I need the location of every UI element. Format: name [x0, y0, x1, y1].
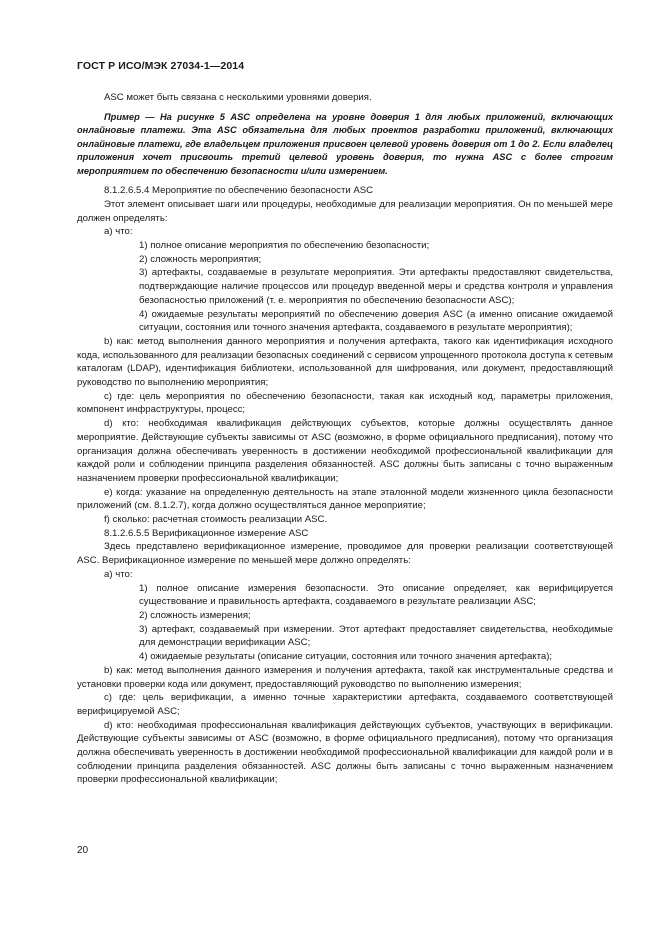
body-paragraph: а) что:: [104, 568, 133, 580]
body-paragraph: Здесь представлено верификационное измерение, проводимое для проверки реализации соответствующей ASC. Верификационное измерение по меньшей мере должно определять:: [77, 541, 613, 567]
body-paragraph: а) что:: [104, 226, 133, 238]
page-number: 20: [77, 845, 89, 856]
body-paragraph: Этот элемент описывает шаги или процедуры, необходимые для реализации мероприятия. Он по меньшей мере должен определять:: [77, 198, 613, 224]
body-paragraph: b) как: метод выполнения данного мероприятия и получения артефакта, такого как идентификация исходного кода, использованного для реализации безопасных соединений с сервисом упрощенного протокола доступа к сетевым каталогам (LDAP), идентификация библиотеки, использованной для шифрования, или документ, предоставляющий руководство по выполнению мероприятия;: [77, 335, 613, 389]
body-paragraph: c) где: цель мероприятия по обеспечению безопасности, такая как исходный код, параметры приложения, компонент инфраструктуры, процесс;: [77, 390, 613, 416]
body-paragraph: 1) полное описание мероприятия по обеспечению безопасности;: [139, 240, 430, 252]
example-note: Пример — На рисунке 5 ASC определена на уровне доверия 1 для любых приложений, включающих онлайновые платежи. Эта ASC обязательна для любых проектов разработки приложений, включающих онлайновые платежи, где владельцем приложения присвоен целевой уровень доверия от 1 до 2. Если владелец приложения хочет присвоить третий целевой уровень доверия, то нужна ASC с более строгим мероприятием по обеспечению безопасности и/или измерением.: [77, 111, 613, 176]
body-paragraph: ASC может быть связана с несколькими уровнями доверия.: [104, 92, 372, 103]
body-paragraph: f) сколько: расчетная стоимость реализации ASC.: [104, 514, 328, 526]
body-paragraph: 3) артефакты, создаваемые в результате мероприятия. Эти артефакты предоставляют свидетельства, подтверждающие наличие процессов или процедур введенной меры и средства контроля и управления безопасностью приложений (т. е. мероприятия по обеспечению безопасности ASC);: [139, 267, 613, 306]
body-paragraph: d) кто: необходимая профессиональная квалификация действующих субъектов, участвующих в верификации. Действующие субъекты зависимы от ASC (возможно, в форме официального предписания), потому что организация должна обеспечивать уверенность в достижении необходимой профессиональной квалификации для каждой роли и в соблюдении принципа разделения обязанностей. ASC должны быть записаны с точно выраженным назначением проверки профессиональной квалификации;: [77, 719, 613, 786]
document-header: ГОСТ Р ИСО/МЭК 27034-1—2014: [77, 60, 245, 72]
body-paragraph: 3) артефакт, создаваемый при измерении. Этот артефакт предоставляет свидетельства, необходимые для демонстрации верификации ASC;: [139, 623, 613, 649]
body-paragraph: 8.1.2.6.5.5 Верификационное измерение ASC: [104, 527, 309, 539]
body-paragraph: e) когда: указание на определенную деятельность на этапе эталонной модели жизненного цикла безопасности приложений (см. 8.1.2.7), когда должно осуществляться данное мероприятие;: [77, 486, 613, 512]
body-paragraph: 4) ожидаемые результаты мероприятий по обеспечению доверия ASC (а именно описание ожидаемой ситуации, состояния или точного значения артефакта, создаваемого в результате мероприятия);: [139, 308, 613, 334]
body-paragraph: 4) ожидаемые результаты (описание ситуации, состояния или точного значения артефакта);: [139, 651, 553, 663]
body-paragraph: d) кто: необходимая квалификация действующих субъектов, которые должны осуществлять данное мероприятие. Действующие субъекты зависимы от ASC (возможно, в форме официального предписания), потому что организация должна обеспечивать уверенность в достижении необходимой профессиональной квалификации для каждой роли и соблюдении принципа разделения обязанностей. ASC должны быть записаны с точно выраженным назначением проверки профессиональной квалификации;: [77, 418, 613, 484]
body-paragraph: 1) полное описание измерения безопасности. Это описание определяет, как верифицируется существование и правильность артефакта, создаваемого в результате реализации ASC;: [139, 582, 613, 608]
body-paragraph: 2) сложность мероприятия;: [139, 253, 262, 265]
body-paragraph: b) как: метод выполнения данного измерения и получения артефакта, такой как инструментальные средства и установки проверки кода или документ, предоставляющий руководство по выполнению измерения;: [77, 664, 613, 690]
document-body: [77, 91, 613, 787]
body-paragraph: 2) сложность измерения;: [139, 610, 251, 621]
body-paragraph: c) где: цель верификации, а именно точные характеристики артефакта, создаваемого соответствующей верифицируемой ASC;: [77, 692, 613, 717]
body-paragraph: 8.1.2.6.5.4 Мероприятие по обеспечению безопасности ASC: [104, 185, 374, 197]
